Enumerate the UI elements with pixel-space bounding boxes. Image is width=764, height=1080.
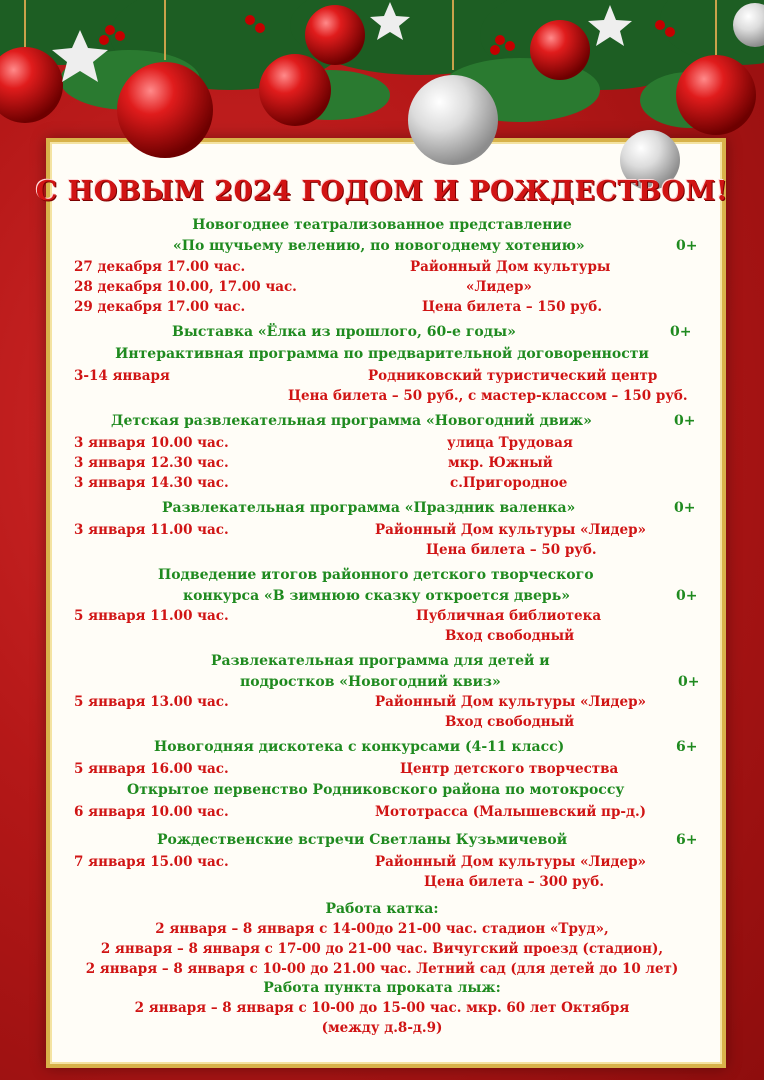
christmas-garland <box>0 0 764 200</box>
event-6-date-1: 5 января 13.00 час. <box>74 694 229 710</box>
event-5-date-1: 5 января 11.00 час. <box>74 608 229 624</box>
event-9-price: Цена билета – 300 руб. <box>424 874 605 890</box>
event-4-price: Цена билета – 50 руб. <box>426 542 597 558</box>
event-6-title-line-1: Развлекательная программа для детей и <box>211 653 550 669</box>
event-1-price: Цена билета – 150 руб. <box>422 299 603 315</box>
red-ornament-icon <box>259 54 331 126</box>
event-2-price: Цена билета – 50 руб., с мастер-классом – 150 руб. <box>288 388 688 404</box>
event-8-title-line-1: Открытое первенство Родниковского района по мотокроссу <box>127 782 625 798</box>
event-5-age-badge: 0+ <box>676 588 698 604</box>
event-1-date-2: 28 декабря 10.00, 17.00 час. <box>74 279 297 295</box>
event-3-date-2: 3 января 12.30 час. <box>74 455 229 471</box>
event-2-title-line-1: Выставка «Ёлка из прошлого, 60-е годы» <box>172 324 516 340</box>
event-6-entry: Вход свободный <box>445 714 575 730</box>
event-3-venue-2: мкр. Южный <box>448 455 553 471</box>
event-1-title-line-1: Новогоднее театрализованное представление <box>192 217 572 233</box>
event-4-title-line-1: Развлекательная программа «Праздник валенка» <box>162 500 576 516</box>
event-7-date-1: 5 января 16.00 час. <box>74 761 229 777</box>
event-6-venue: Районный Дом культуры «Лидер» <box>375 694 646 710</box>
event-9-venue: Районный Дом культуры «Лидер» <box>375 854 646 870</box>
event-2-date-1: 3-14 января <box>74 368 170 384</box>
rink-line-1: 2 января – 8 января с 14-00до 21-00 час. стадион «Труд», <box>155 921 609 937</box>
rink-line-2: 2 января – 8 января с 17-00 до 21-00 час. Вичугский проезд (стадион), <box>100 941 664 957</box>
event-1-title-line-2: «По щучьему велению, по новогоднему хотению» <box>173 238 585 254</box>
event-4-venue: Районный Дом культуры «Лидер» <box>375 522 646 538</box>
rink-title: Работа катка: <box>325 901 439 917</box>
event-5-title-line-1: Подведение итогов районного детского творческого <box>158 567 594 583</box>
rink-line-3: 2 января – 8 января с 10-00 до 21.00 час. Летний сад (для детей до 10 лет) <box>85 961 679 977</box>
red-ornament-icon <box>305 5 365 65</box>
event-1-venue: Районный Дом культуры <box>410 259 611 275</box>
event-3-date-3: 3 января 14.30 час. <box>74 475 229 491</box>
event-8-date-1: 6 января 10.00 час. <box>74 804 229 820</box>
event-3-date-1: 3 января 10.00 час. <box>74 435 229 451</box>
ski-title: Работа пункта проката лыж: <box>263 980 501 996</box>
event-7-age-badge: 6+ <box>676 739 698 755</box>
event-2-title-line-2: Интерактивная программа по предварительной договоренности <box>115 346 649 362</box>
event-5-entry: Вход свободный <box>445 628 575 644</box>
event-3-venue-1: улица Трудовая <box>447 435 573 451</box>
event-5-venue: Публичная библиотека <box>416 608 602 624</box>
event-6-age-badge: 0+ <box>678 674 700 690</box>
event-9-date-1: 7 января 15.00 час. <box>74 854 229 870</box>
page-title: С НОВЫМ 2024 ГОДОМ И РОЖДЕСТВОМ! <box>35 176 729 207</box>
event-3-title-line-1: Детская развлекательная программа «Новогодний движ» <box>111 413 592 429</box>
event-2-venue: Родниковский туристический центр <box>368 368 658 384</box>
event-8-venue: Мототрасса (Малышевский пр-д.) <box>375 804 647 820</box>
event-6-title-line-2: подростков «Новогодний квиз» <box>240 674 501 690</box>
event-4-age-badge: 0+ <box>674 500 696 516</box>
event-9-title-line-1: Рождественские встречи Светланы Кузьмичевой <box>157 832 568 848</box>
event-3-venue-3: с.Пригородное <box>450 475 568 491</box>
event-1-age-badge: 0+ <box>676 238 698 254</box>
event-5-title-line-2: конкурса «В зимнюю сказку откроется дверь» <box>183 588 570 604</box>
ski-line-2: (между д.8-д.9) <box>321 1020 443 1036</box>
event-7-venue: Центр детского творчества <box>400 761 619 777</box>
event-2-age-badge: 0+ <box>670 324 692 340</box>
ski-line-1: 2 января – 8 января с 10-00 до 15-00 час. мкр. 60 лет Октября <box>134 1000 630 1016</box>
red-ornament-icon <box>530 20 590 80</box>
event-4-date-1: 3 января 11.00 час. <box>74 522 229 538</box>
event-7-title-line-1: Новогодняя дискотека с конкурсами (4-11 класс) <box>154 739 565 755</box>
event-1-venue-name: «Лидер» <box>466 279 532 295</box>
event-9-age-badge: 6+ <box>676 832 698 848</box>
event-1-date-3: 29 декабря 17.00 час. <box>74 299 246 315</box>
event-1-date-1: 27 декабря 17.00 час. <box>74 259 246 275</box>
event-3-age-badge: 0+ <box>674 413 696 429</box>
